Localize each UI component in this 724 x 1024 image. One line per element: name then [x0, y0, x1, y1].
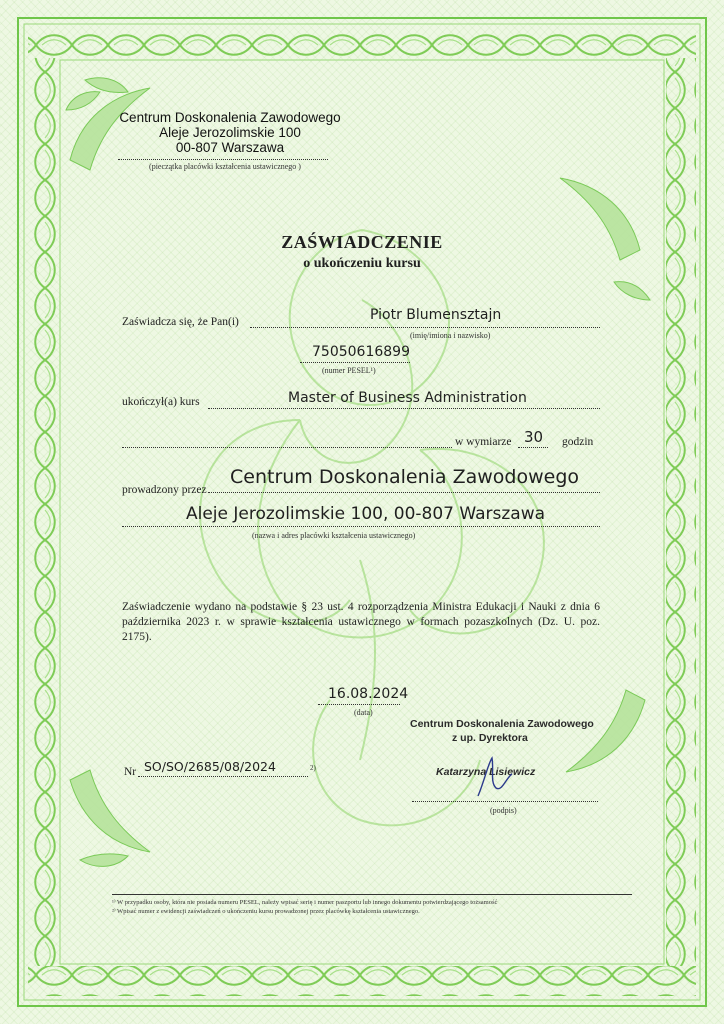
course-label: ukończył(a) kurs — [122, 396, 200, 408]
person-dotted-line — [250, 327, 600, 328]
signature-caption: (podpis) — [490, 806, 517, 815]
signature-role: z up. Dyrektora — [452, 732, 528, 744]
pesel-caption: (numer PESEL¹) — [322, 366, 376, 375]
stamp-caption: (pieczątka placówki kształcenia ustawicznego ) — [149, 162, 301, 171]
issue-date: 16.08.2024 — [328, 686, 409, 702]
footnote-1: ¹⁾ W przypadku osoby, która nie posiada numeru PESEL, należy wpisać serię i numer paszportu lub innego dokumentu potwierdzającego tożsamość — [112, 899, 498, 906]
provider-name: Centrum Doskonalenia Zawodowego — [230, 466, 580, 488]
provider-address-dotted-line — [122, 526, 600, 527]
provider-dotted-line — [208, 492, 600, 493]
footnote-2: ²⁾ Wpisać numer z ewidencji zaświadczeń o ukończeniu kursu prowadzonej przez placówkę kształcenia ustawicznego. — [112, 908, 420, 915]
footnote-separator — [112, 894, 632, 895]
signature-org: Centrum Doskonalenia Zawodowego — [410, 718, 594, 730]
stamp-dotted-line — [118, 159, 328, 160]
stamp-line-1: Centrum Doskonalenia Zawodowego — [119, 110, 341, 125]
signature-dotted-line — [412, 801, 598, 802]
signature-name: Katarzyna Lisiewicz — [436, 766, 536, 778]
person-name: Piotr Blumensztajn — [370, 307, 502, 323]
document-title: ZAŚWIADCZENIE — [281, 232, 443, 252]
stamp-line-3: 00-807 Warszawa — [175, 140, 285, 155]
document-subtitle: o ukończeniu kursu — [303, 256, 421, 271]
course-name: Master of Business Administration — [288, 390, 527, 406]
number-prefix: Nr — [124, 766, 137, 778]
provider-caption: (nazwa i adres placówki kształcenia ustawicznego) — [252, 531, 416, 540]
hours-suffix: godzin — [562, 436, 594, 448]
number-dotted-line — [138, 776, 308, 777]
certificate-number: SO/SO/2685/08/2024 — [144, 759, 276, 774]
provider-address: Aleje Jerozolimskie 100, 00-807 Warszawa — [186, 504, 546, 524]
pesel-dotted-line — [300, 362, 410, 363]
stamp-line-2: Aleje Jerozolimskie 100 — [159, 125, 301, 140]
hours-prefix: w wymiarze — [455, 436, 512, 448]
person-label: Zaświadcza się, że Pan(i) — [122, 316, 239, 328]
pesel-value: 75050616899 — [312, 344, 410, 360]
hours-dotted-line — [518, 447, 548, 448]
course-continuation-line — [122, 447, 452, 448]
handwritten-signature — [470, 752, 520, 802]
stamp — [110, 110, 350, 155]
hours-value: 30 — [524, 428, 544, 446]
footnotes — [112, 898, 632, 916]
date-caption: (data) — [354, 708, 373, 717]
number-footnote-mark: 2) — [310, 764, 316, 772]
provider-label: prowadzony przez — [122, 484, 207, 496]
date-dotted-line — [318, 704, 400, 705]
person-caption: (imię/imiona i nazwisko) — [410, 331, 491, 340]
legal-basis-text: Zaświadczenie wydano na podstawie § 23 ust. 4 rozporządzenia Ministra Edukacji i Nauki z dnia 6 października 2023 r. w sprawie kształcenia ustawicznego w formach pozaszkolnych (Dz. U. poz. 2175). — [122, 601, 600, 643]
course-dotted-line — [208, 408, 600, 409]
